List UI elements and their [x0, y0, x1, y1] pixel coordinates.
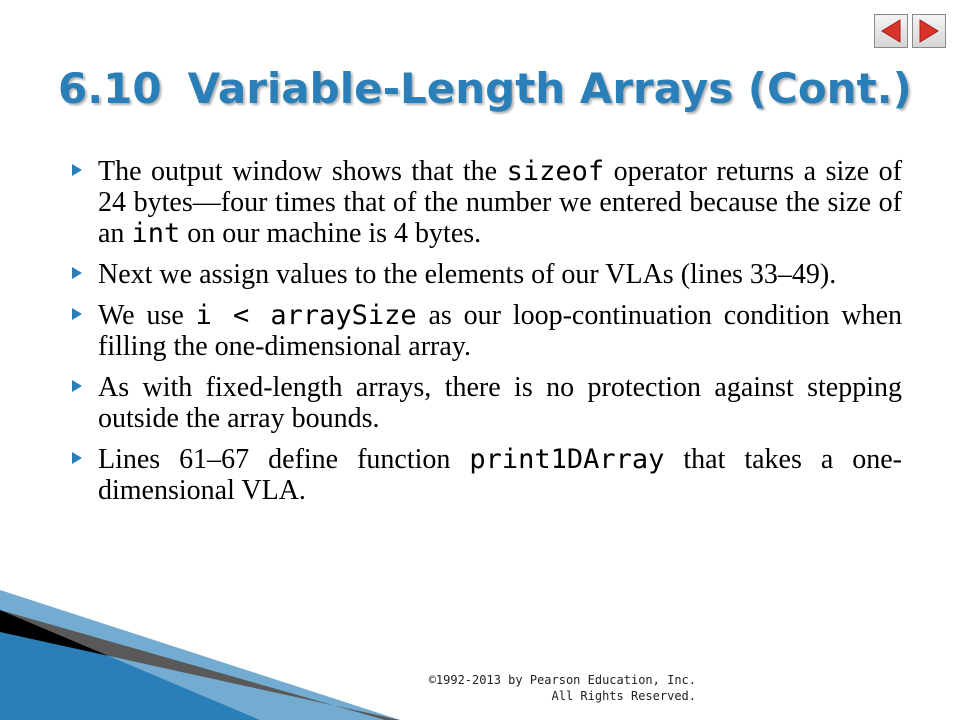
bullet-arrow-icon: [72, 452, 82, 464]
bullet-text: Lines 61–67 define function: [98, 444, 470, 475]
bullet-arrow-icon: [72, 267, 82, 279]
code-sizeof: sizeof: [506, 156, 605, 187]
bullet-item-3: [72, 300, 902, 362]
slide-title: [58, 64, 912, 113]
bullet-text: Next we assign values to the elements of our VLAs (lines 33–49).: [98, 259, 837, 290]
next-slide-button[interactable]: [912, 14, 946, 48]
bullet-text: The output window shows that the: [98, 156, 507, 187]
bullet-item-1: [72, 156, 902, 249]
bullet-item-5: [72, 444, 902, 506]
bullet-item-2: [72, 259, 902, 290]
decorative-swoosh: [0, 590, 400, 720]
previous-slide-button[interactable]: [874, 14, 908, 48]
bullet-arrow-icon: [72, 380, 82, 392]
bullet-item-4: [72, 372, 902, 434]
bullet-text: operator returns a size of 24 bytes—four times that of the number we entered because the size of an: [98, 156, 902, 249]
right-triangle-icon: [917, 18, 941, 44]
rights-line: All Rights Reserved.: [551, 689, 696, 703]
code-int: int: [131, 218, 181, 249]
bullet-list: [72, 156, 902, 516]
copyright-footer: [429, 672, 696, 704]
code-print1darray: print1DArray: [469, 444, 665, 475]
code-loop-condition: i < arraySize: [195, 300, 417, 331]
copyright-line: ©1992-2013 by Pearson Education, Inc.: [428, 673, 696, 687]
bullet-text: We use: [98, 300, 196, 331]
bullet-text: on our machine is 4 bytes.: [180, 218, 482, 249]
bullet-text: that takes a one-dimensional VLA.: [98, 444, 902, 506]
bullet-text: as our loop-continuation condition when filling the one-dimensional array.: [98, 300, 902, 362]
slide-navigation: [874, 14, 946, 48]
left-triangle-icon: [879, 18, 903, 44]
bullet-arrow-icon: [72, 164, 82, 176]
bullet-text: As with fixed-length arrays, there is no protection against stepping outside the array bounds.: [98, 372, 902, 434]
bullet-arrow-icon: [72, 308, 82, 320]
section-number: 6.10: [58, 64, 162, 113]
title-text: Variable-Length Arrays (Cont.): [187, 64, 912, 113]
